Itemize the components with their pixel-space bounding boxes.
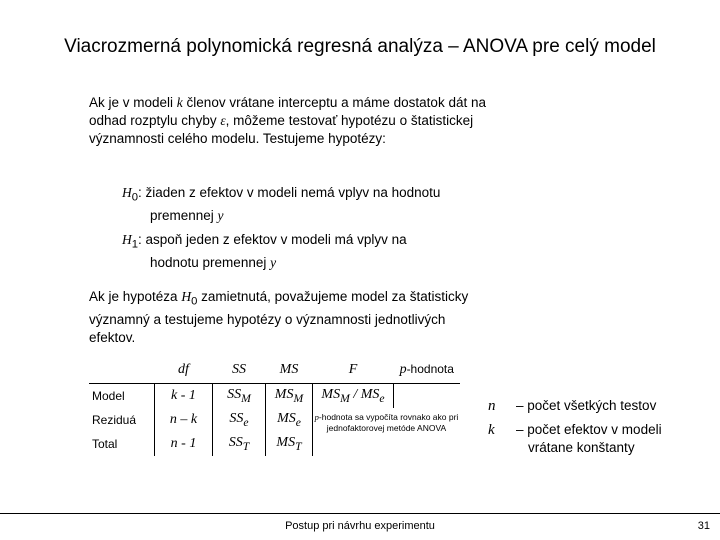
- model-f-sep: /: [349, 387, 361, 403]
- legend-k-text-1: – počet efektov v modeli: [516, 422, 662, 437]
- hypothesis-h0: [122, 184, 482, 225]
- header-p-text: -hodnota: [406, 362, 454, 376]
- reject-text-2: zamietnutá, považujeme model za štatisticky významný a testujeme hypotézy o významnosti jednotlivých efektov.: [89, 289, 469, 345]
- total-ss-text: SS: [228, 435, 243, 451]
- h1-y: y: [270, 254, 277, 270]
- reject-text-1: Ak je hypotéza: [89, 289, 182, 304]
- model-f: [313, 384, 394, 409]
- row-label-model: Model: [92, 389, 125, 403]
- epsilon-symbol: ε: [220, 113, 226, 128]
- h1-subscript: 1: [131, 238, 139, 251]
- intro-text-2: členov vrátane interceptu a máme dostatok dát na odhad rozptylu chyby: [89, 95, 486, 128]
- h1-text-1: : aspoň jeden z efektov v modeli má vplyv na: [138, 232, 407, 247]
- model-ms: [266, 384, 313, 409]
- resid-ss-text: SS: [229, 411, 244, 427]
- intro-text-3: , môžeme testovať hypotézu o štatistickej významnosti celého modelu. Testujeme hypotézy:: [89, 113, 474, 146]
- total-df: n - 1: [155, 432, 213, 456]
- model-f-den-sub: e: [379, 391, 385, 405]
- reject-h-subscript: 0: [191, 295, 198, 308]
- table-row-model: [89, 384, 460, 409]
- model-ms-text: MS: [274, 387, 294, 403]
- model-f-num: MS: [321, 387, 341, 403]
- legend-n: [488, 397, 656, 415]
- header-p-symbol: p: [399, 362, 407, 377]
- model-ms-sub: M: [293, 391, 304, 405]
- h0-text-2: premennej: [150, 207, 218, 223]
- model-f-den: MS: [360, 387, 380, 403]
- table-row-residual: [89, 408, 460, 432]
- reject-paragraph: [89, 288, 489, 347]
- legend-n-text: – počet všetkých testov: [516, 398, 657, 413]
- model-ss-text: SS: [227, 387, 242, 403]
- legend-n-symbol: n: [488, 398, 496, 414]
- p-value-note: [313, 408, 461, 456]
- hypothesis-h1: [122, 231, 482, 272]
- footer-text: Postup pri návrhu experimentu: [285, 520, 435, 532]
- model-p: [394, 384, 461, 409]
- model-ss: [213, 384, 266, 409]
- total-ms-text: MS: [276, 435, 296, 451]
- header-ss: SS: [213, 357, 266, 384]
- total-ss-sub: T: [242, 439, 250, 453]
- h0-y: y: [217, 207, 224, 223]
- resid-ss-sub: e: [243, 415, 249, 429]
- total-ms: [266, 432, 313, 456]
- total-ms-sub: T: [295, 439, 302, 453]
- h1-text-2: hodnotu premennej: [150, 254, 271, 270]
- intro-text-1: Ak je v modeli: [89, 95, 177, 110]
- h0-text-1: : žiaden z efektov v modeli nemá vplyv na hodnotu: [138, 185, 441, 200]
- legend-k-text-2: vrátane konštanty: [528, 440, 635, 455]
- resid-ss: [213, 408, 266, 432]
- legend-k: [488, 421, 662, 456]
- h0-symbol: H: [122, 185, 132, 200]
- header-ms: MS: [266, 357, 313, 384]
- reject-h-symbol: H: [181, 289, 192, 304]
- resid-df: n – k: [155, 408, 213, 432]
- h1-symbol: H: [122, 232, 132, 247]
- header-p-value: [394, 357, 461, 384]
- model-df: k - 1: [155, 384, 213, 409]
- slide-title: Viacrozmerná polynomická regresná analýza – ANOVA pre celý model: [64, 36, 656, 57]
- p-note-text: -hodnota sa vypočíta rovnako ako pri jednofaktorovej metóde ANOVA: [318, 412, 459, 433]
- model-f-num-sub: M: [340, 391, 350, 405]
- p-note-symbol: p: [314, 412, 319, 422]
- legend-k-symbol: k: [488, 422, 495, 438]
- anova-table: [89, 357, 460, 456]
- footer-divider: [0, 513, 720, 514]
- total-ss: [213, 432, 266, 456]
- h0-subscript: 0: [131, 191, 139, 204]
- resid-ms-sub: e: [295, 415, 301, 429]
- k-symbol: k: [176, 95, 183, 110]
- model-ss-sub: M: [241, 391, 251, 405]
- intro-paragraph: [89, 94, 489, 148]
- row-label-residual: Reziduá: [92, 413, 137, 427]
- resid-ms-text: MS: [277, 411, 296, 427]
- table-header-row: [89, 357, 460, 384]
- header-empty: [89, 357, 155, 384]
- page-number: 31: [697, 520, 710, 532]
- row-label-total: Total: [92, 437, 118, 451]
- header-df: df: [155, 357, 213, 384]
- header-f: F: [313, 357, 394, 384]
- resid-ms: [266, 408, 313, 432]
